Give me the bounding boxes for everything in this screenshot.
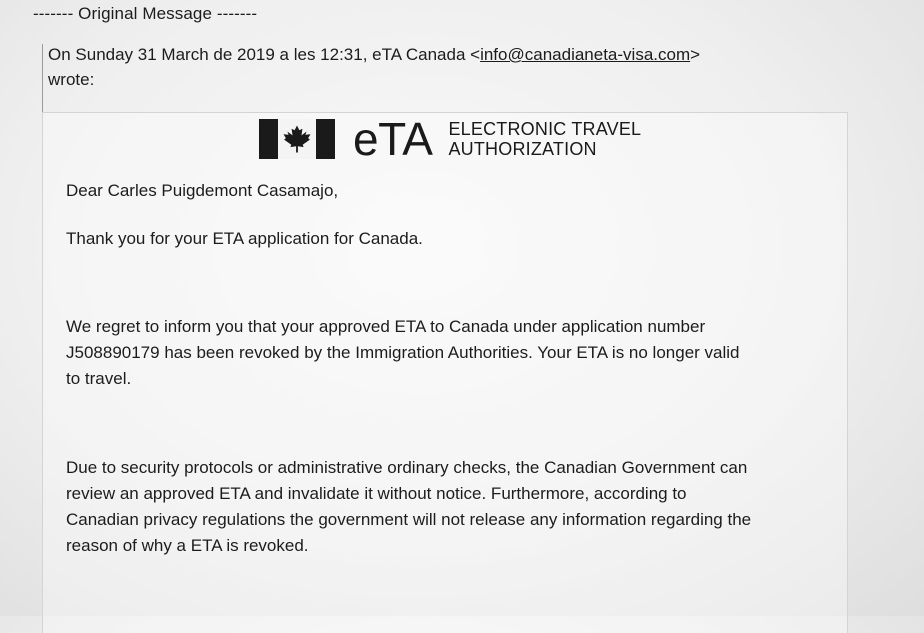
maple-leaf-icon (282, 124, 312, 154)
canada-flag (259, 119, 335, 159)
sender-meta-line (48, 45, 700, 65)
wrote-label: wrote: (48, 70, 95, 89)
paragraph-line: Due to security protocols or administrative ordinary checks, the Canadian Government can (66, 458, 748, 477)
eta-subtitle-line2: AUTHORIZATION (448, 139, 597, 159)
revocation-paragraph (66, 314, 740, 392)
original-message-header: ------- Original Message ------- (33, 4, 258, 23)
paragraph-line: J508890179 has been revoked by the Immigration Authorities. Your ETA is no longer valid (66, 343, 740, 362)
paragraph-line: We regret to inform you that your approved ETA to Canada under application number (66, 317, 706, 336)
eta-logo (259, 113, 642, 165)
flag-left-bar (259, 119, 278, 159)
thanks-line: Thank you for your ETA application for Canada. (66, 229, 423, 248)
quote-bar (42, 44, 43, 116)
paragraph-line: review an approved ETA and invalidate it without notice. Furthermore, according to (66, 484, 687, 503)
eta-subtitle-line1: ELECTRONIC TRAVEL (448, 119, 642, 139)
security-paragraph (66, 455, 751, 559)
flag-center (278, 119, 316, 159)
paragraph-line: to travel. (66, 369, 132, 388)
paragraph-line: reason of why a ETA is revoked. (66, 536, 309, 555)
sender-email-link[interactable]: info@canadianeta-visa.com (480, 45, 691, 64)
flag-right-bar (316, 119, 335, 159)
paragraph-line: Canadian privacy regulations the government will not release any information regarding the (66, 510, 752, 529)
greeting: Dear Carles Puigdemont Casamajo, (66, 181, 339, 200)
eta-wordmark: eTA (353, 113, 433, 165)
eta-subtitle (448, 119, 641, 159)
meta-suffix: > (690, 45, 701, 64)
meta-prefix: On Sunday 31 March de 2019 a les 12:31, eTA Canada < (48, 45, 481, 64)
